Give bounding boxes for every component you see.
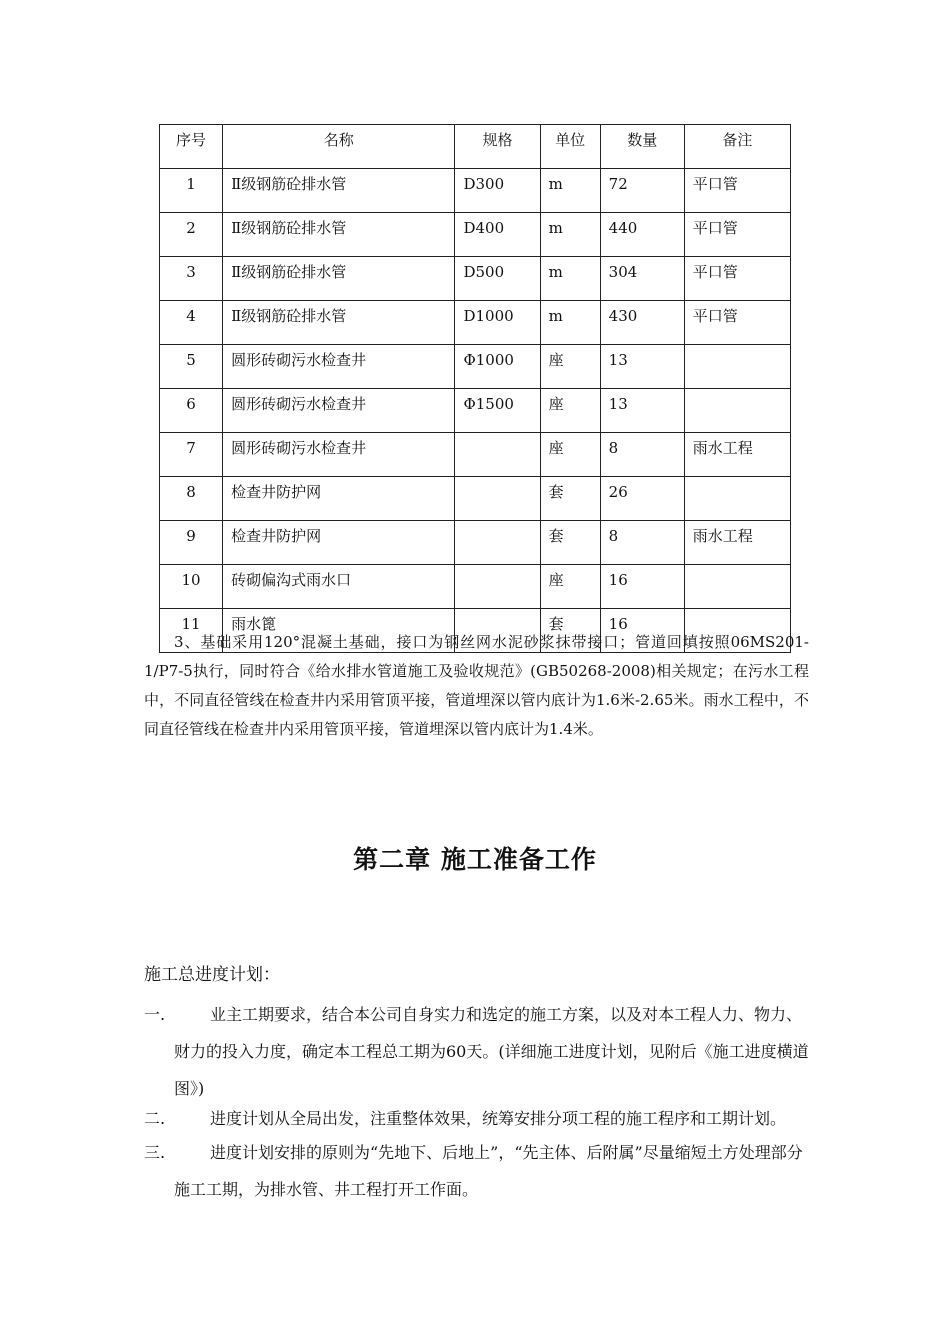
cell-spec: [455, 565, 540, 609]
cell-remark: 平口管: [684, 169, 790, 213]
cell-spec: D300: [455, 169, 540, 213]
item-text: 进度计划从全局出发，注重整体效果，统筹安排分项工程的施工程序和工期计划。: [210, 1109, 787, 1128]
cell-no: 8: [160, 477, 223, 521]
cell-unit: 座: [540, 389, 600, 433]
header-spec: 规格: [455, 125, 540, 169]
cell-unit: 套: [540, 609, 600, 653]
chapter-title: 第二章 施工准备工作: [353, 845, 597, 874]
cell-unit: 座: [540, 565, 600, 609]
cell-no: 7: [160, 433, 223, 477]
cell-qty: 26: [600, 477, 684, 521]
cell-name: 检查井防护网: [223, 521, 455, 565]
cell-qty: 13: [600, 345, 684, 389]
cell-unit: m: [540, 257, 600, 301]
cell-qty: 8: [600, 433, 684, 477]
table-row: [160, 389, 791, 433]
cell-name: 砖砌偏沟式雨水口: [223, 565, 455, 609]
table-row: [160, 345, 791, 389]
cell-name: 雨水篦: [223, 609, 455, 653]
schedule-item: [144, 1100, 810, 1137]
cell-no: 11: [160, 609, 223, 653]
cell-spec: D500: [455, 257, 540, 301]
header-name: 名称: [223, 125, 455, 169]
cell-qty: 16: [600, 565, 684, 609]
cell-name: Ⅱ级钢筋砼排水管: [223, 169, 455, 213]
cell-unit: m: [540, 169, 600, 213]
cell-name: Ⅱ级钢筋砼排水管: [223, 301, 455, 345]
item-mark: 二.: [144, 1109, 166, 1128]
cell-name: Ⅱ级钢筋砼排水管: [223, 213, 455, 257]
table-row: [160, 433, 791, 477]
cell-spec: [455, 521, 540, 565]
cell-remark: 平口管: [684, 257, 790, 301]
table-row: [160, 565, 791, 609]
cell-no: 6: [160, 389, 223, 433]
cell-remark: 平口管: [684, 301, 790, 345]
cell-qty: 72: [600, 169, 684, 213]
item-mark: 三.: [144, 1143, 166, 1162]
table-header-row: [160, 125, 791, 169]
cell-name: 检查井防护网: [223, 477, 455, 521]
schedule-title: 施工总进度计划：: [144, 965, 280, 985]
cell-remark: [684, 477, 790, 521]
cell-name: Ⅱ级钢筋砼排水管: [223, 257, 455, 301]
cell-remark: [684, 565, 790, 609]
cell-qty: 440: [600, 213, 684, 257]
table-row: [160, 169, 791, 213]
cell-unit: 套: [540, 477, 600, 521]
cell-qty: 16: [600, 609, 684, 653]
cell-remark: 雨水工程: [684, 433, 790, 477]
item-text: 业主工期要求，结合本公司自身实力和选定的施工方案，以及对本工程人力、物力、财力的投入力度，确定本工程总工期为60天。(详细施工进度计划，见附后《施工进度横道图》): [174, 1005, 809, 1098]
cell-no: 3: [160, 257, 223, 301]
table-row: [160, 477, 791, 521]
cell-qty: 8: [600, 521, 684, 565]
cell-no: 1: [160, 169, 223, 213]
cell-qty: 13: [600, 389, 684, 433]
cell-unit: m: [540, 301, 600, 345]
cell-unit: 座: [540, 345, 600, 389]
cell-unit: 套: [540, 521, 600, 565]
cell-spec: Φ1500: [455, 389, 540, 433]
cell-name: 圆形砖砌污水检查井: [223, 345, 455, 389]
cell-no: 4: [160, 301, 223, 345]
cell-spec: [455, 433, 540, 477]
cell-no: 2: [160, 213, 223, 257]
foundation-paragraph: [144, 628, 809, 744]
cell-no: 10: [160, 565, 223, 609]
cell-unit: 座: [540, 433, 600, 477]
item-text: 进度计划安排的原则为“先地下、后地上”，“先主体、后附属”尽量缩短土方处理部分施工工期，为排水管、井工程打开工作面。: [174, 1143, 803, 1199]
paragraph-text: 3、基础采用120°混凝土基础，接口为钢丝网水泥砂浆抹带接口；管道回填按照06MS201-1/P7-5执行，同时符合《给水排水管道施工及验收规范》(GB50268-2008)相关规定；在污水工程中，不同直径管线在检查井内采用管顶平接，管道埋深以管内底计为1.6米-2.65米。雨水工程中，不同直径管线在检查井内采用管顶平接，管道埋深以管内底计为1.4米。: [144, 633, 809, 738]
cell-spec: [455, 477, 540, 521]
cell-unit: m: [540, 213, 600, 257]
item-mark: 一.: [144, 1005, 166, 1024]
cell-name: 圆形砖砌污水检查井: [223, 433, 455, 477]
table-row: [160, 213, 791, 257]
table-row: [160, 521, 791, 565]
cell-spec: Φ1000: [455, 345, 540, 389]
cell-spec: D400: [455, 213, 540, 257]
cell-qty: 430: [600, 301, 684, 345]
cell-qty: 304: [600, 257, 684, 301]
cell-no: 5: [160, 345, 223, 389]
header-unit: 单位: [540, 125, 600, 169]
cell-remark: 平口管: [684, 213, 790, 257]
cell-remark: 雨水工程: [684, 521, 790, 565]
cell-name: 圆形砖砌污水检查井: [223, 389, 455, 433]
header-remark: 备注: [684, 125, 790, 169]
cell-spec: D1000: [455, 301, 540, 345]
schedule-item: [144, 1134, 810, 1208]
table-row: [160, 257, 791, 301]
table-row: [160, 301, 791, 345]
header-no: 序号: [160, 125, 223, 169]
cell-no: 9: [160, 521, 223, 565]
cell-remark: [684, 389, 790, 433]
header-qty: 数量: [600, 125, 684, 169]
cell-remark: [684, 345, 790, 389]
materials-table: [159, 124, 791, 653]
schedule-item: [144, 996, 810, 1107]
